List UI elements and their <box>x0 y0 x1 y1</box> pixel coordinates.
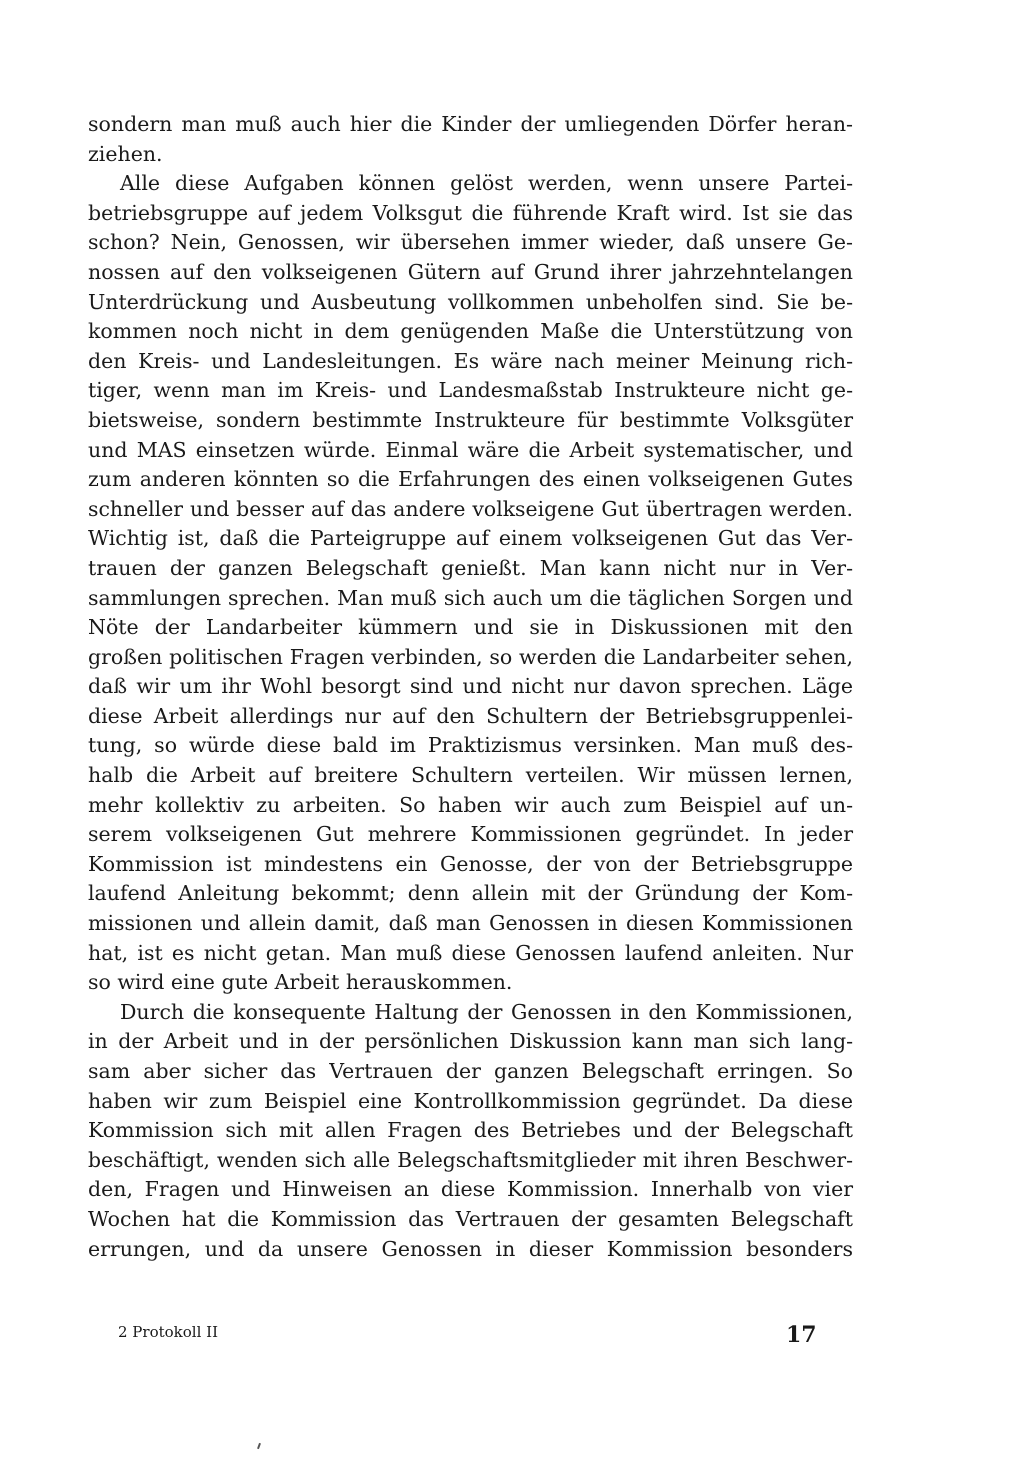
text-line: betriebsgruppe auf jedem Volksgut die führende Kraft wird. Ist sie das <box>88 200 853 225</box>
text-line: großen politischen Fragen verbinden, so werden die Landarbeiter sehen, <box>88 644 853 669</box>
text-line: Nöte der Landarbeiter kümmern und sie in Diskussionen mit den <box>88 615 853 640</box>
text-line: trauen der ganzen Belegschaft genießt. Man kann nicht nur in Ver- <box>88 555 853 580</box>
text-line: beschäftigt, wenden sich alle Belegschaftsmitglieder mit ihren Beschwer- <box>88 1147 853 1172</box>
text-line: Kommission ist mindestens ein Genosse, der von der Betriebsgruppe <box>88 851 853 876</box>
text-line: Unterdrückung und Ausbeutung vollkommen unbeholfen sind. Sie be- <box>88 289 853 314</box>
text-line: sammlungen sprechen. Man muß sich auch um die täglichen Sorgen und <box>88 585 853 610</box>
text-line: den Kreis- und Landesleitungen. Es wäre nach meiner Meinung rich- <box>88 348 853 373</box>
text-line: mehr kollektiv zu arbeiten. So haben wir auch zum Beispiel auf un- <box>88 792 853 817</box>
text-line: bietsweise, sondern bestimmte Instrukteure für bestimmte Volksgüter <box>88 407 853 432</box>
text-line: den, Fragen und Hinweisen an diese Kommission. Innerhalb von vier <box>88 1177 853 1202</box>
text-line: zum anderen könnten so die Erfahrungen des einen volkseigenen Gutes <box>88 467 853 492</box>
text-line: kommen noch nicht in dem genügenden Maße die Unterstützung von <box>88 319 853 344</box>
text-line: diese Arbeit allerdings nur auf den Schultern der Betriebsgruppenlei- <box>88 703 853 728</box>
paragraph <box>88 169 853 998</box>
text-line: Kommission sich mit allen Fragen des Betriebes und der Belegschaft <box>88 1118 853 1143</box>
text-line: haben wir zum Beispiel eine Kontrollkommission gegründet. Da diese <box>88 1088 853 1113</box>
text-line: serem volkseigenen Gut mehrere Kommissionen gegründet. In jeder <box>88 822 853 847</box>
text-line: und MAS einsetzen würde. Einmal wäre die Arbeit systematischer, und <box>88 437 853 462</box>
text-line: halb die Arbeit auf breitere Schultern verteilen. Wir müssen lernen, <box>88 763 853 788</box>
text-line: errungen, und da unsere Genossen in dieser Kommission besonders <box>88 1236 853 1261</box>
text-line: hat, ist es nicht getan. Man muß diese Genossen laufend anleiten. Nur <box>88 940 853 965</box>
text-line: daß wir um ihr Wohl besorgt sind und nicht nur davon sprechen. Läge <box>88 674 853 699</box>
text-line: Alle diese Aufgaben können gelöst werden, wenn unsere Partei- <box>120 171 853 196</box>
text-line: nossen auf den volkseigenen Gütern auf Grund ihrer jahrzehntelangen <box>88 259 853 284</box>
text-line: tung, so würde diese bald im Praktizismus versinken. Man muß des- <box>88 733 853 758</box>
printer-signature: 2 Protokoll II <box>118 1323 218 1341</box>
text-line: Wichtig ist, daß die Parteigruppe auf einem volkseigenen Gut das Ver- <box>88 526 853 551</box>
text-line: in der Arbeit und in der persönlichen Diskussion kann man sich lang- <box>88 1029 853 1054</box>
text-line: missionen und allein damit, daß man Genossen in diesen Kommissionen <box>88 911 853 936</box>
text-line: schon? Nein, Genossen, wir übersehen immer wieder, daß unsere Ge- <box>88 230 853 255</box>
text-line: so wird eine gute Arbeit herauskommen. <box>88 970 513 995</box>
paragraph <box>88 998 853 1264</box>
paper-speck <box>257 1443 261 1449</box>
page-number: 17 <box>786 1322 817 1348</box>
paragraph <box>88 110 853 169</box>
text-line: sam aber sicher das Vertrauen der ganzen Belegschaft erringen. So <box>88 1059 853 1083</box>
text-line: Durch die konsequente Haltung der Genossen in den Kommissionen, <box>120 999 853 1024</box>
text-line: ziehen. <box>88 141 163 166</box>
text-line: tiger, wenn man im Kreis- und Landesmaßstab Instrukteure nicht ge- <box>88 378 853 403</box>
text-line: Wochen hat die Kommission das Vertrauen der gesamten Belegschaft <box>88 1206 853 1231</box>
text-line: schneller und besser auf das andere volkseigene Gut übertragen werden. <box>88 496 853 521</box>
body-text <box>88 110 853 1264</box>
text-line: sondern man muß auch hier die Kinder der umliegenden Dörfer heran- <box>88 112 853 136</box>
text-line: laufend Anleitung bekommt; denn allein mit der Gründung der Kom- <box>88 881 853 906</box>
